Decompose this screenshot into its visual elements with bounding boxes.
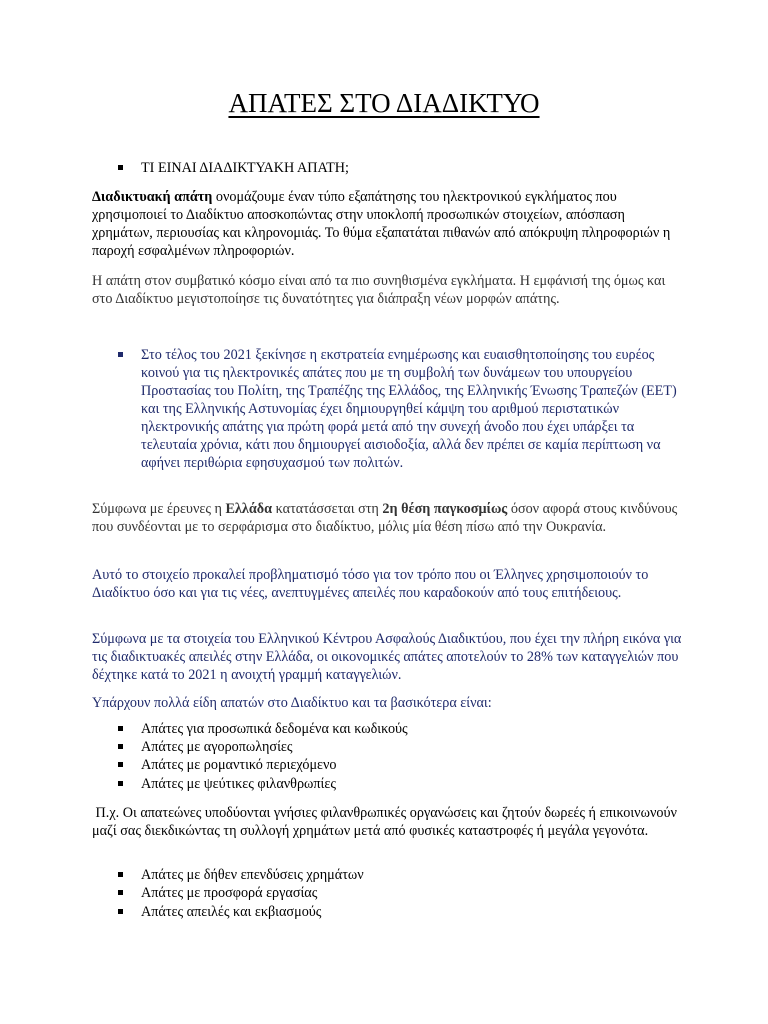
list-item (118, 756, 337, 774)
list-item (118, 738, 292, 756)
bullet-icon (118, 726, 123, 731)
text-segment: Σύμφωνα με έρευνες η (92, 501, 226, 517)
bullet-icon (118, 890, 123, 895)
bullet-icon (118, 352, 123, 357)
list-item-text: Απάτες με ρομαντικό περιεχόμενο (141, 757, 337, 773)
bullet-icon (118, 165, 123, 170)
list-item-text: Απάτες με ψεύτικες φιλανθρωπίες (141, 776, 336, 792)
bullet-icon (118, 872, 123, 877)
document-title: ΑΠΑΤΕΣ ΣΤΟ ΔΙΑΔΙΚΤΥΟ (228, 88, 540, 118)
bullet-icon (118, 781, 123, 786)
paragraph-concern: Αυτό το στοιχείο προκαλεί προβληματισμό τόσο για τον τρόπο που οι Έλληνες χρησιμοποιούν το Διαδίκτυο όσο και για τις νέες, ανεπτυγμένες απειλές που καραδοκούν από τους επιτήδειους. (92, 567, 649, 601)
text-segment: κατατάσσεται στη (272, 501, 383, 517)
list-item (118, 903, 321, 921)
list-item (118, 720, 408, 738)
heading-bullet-item (118, 159, 349, 177)
bullet-icon (118, 744, 123, 749)
text-segment: όσον αφορά στους κινδύνους που συνδέονται με το σερφάρισμα στο διαδίκτυο, μόλις μία θέση πίσω από την Ουκρανία. (92, 501, 678, 535)
list-item (118, 884, 317, 902)
list-item (118, 866, 364, 884)
list-item (118, 775, 336, 793)
list-item-text: Απάτες με αγοροπωλησίες (141, 739, 293, 755)
bullet-icon (118, 762, 123, 767)
paragraph-statistics: Σύμφωνα με τα στοιχεία του Ελληνικού Κέντρου Ασφαλούς Διαδικτύου, που έχει την πλήρη εικόνα για τις διαδικτυακές απειλές στην Ελλάδα, οι οικονομικές απάτες αποτελούν το 28% των καταγγελιών που δέχτηκε κατά το 2021 η ανοιχτή γραμμή καταγγελιών. (92, 631, 682, 683)
list-item-text: Απάτες με δήθεν επενδύσεις χρημάτων (141, 867, 364, 883)
list-item-text: Απάτες με προσφορά εργασίας (141, 885, 318, 901)
bullet-icon (118, 909, 123, 914)
list-item-text: Απάτες απειλές και εκβιασμούς (141, 904, 322, 920)
heading-bullet-text: ΤΙ ΕΙΝΑΙ ΔΙΑΔΙΚΤΥΑΚΗ ΑΠΑΤΗ; (141, 160, 349, 176)
paragraph-example: Π.χ. Οι απατεώνες υποδύονται γνήσιες φιλανθρωπικές οργανώσεις και ζητούν δωρεές ή επικοινωνούν μαζί σας διεκδικώντας τη συλλογή χρημάτων μετά από φυσικές καταστροφές ή μεγάλα γεγονότα. (92, 805, 681, 839)
campaign-bullet-item (118, 346, 693, 472)
definition-text: ονομάζουμε έναν τύπο εξαπάτησης του ηλεκτρονικού εγκλήματος που χρησιμοποιεί το Διαδίκτυο αποσκοπώντας στην υποκλοπή προσωπικών στοιχείων, απόσπαση χρημάτων, περιουσίας και κληρονομιάς. Το θύμα εξαπατάται πιθανών από απόκρυψη πληροφοριών η παροχή εσφαλμένων πληροφοριών. (92, 189, 671, 259)
paragraph-conventional-fraud: Η απάτη στον συμβατικό κόσμο είναι από τα πιο συνηθισμένα εγκλήματα. Η εμφάνισή της όμως και στο Διαδίκτυο μεγιστοποίησε τις δυνατότητες για διάπραξη νέων μορφών απάτης. (92, 273, 666, 307)
paragraph-greece-ranking (92, 500, 682, 536)
campaign-bullet-text: Στο τέλος του 2021 ξεκίνησε η εκστρατεία ενημέρωσης και ευαισθητοποίησης του ευρέος κοινού για τις ηλεκτρονικές απάτες που με τη συμβολή των δυνάμεων του υπουργείου Προστασίας του Πολίτη, της Τραπέζης της Ελλάδος, της Ελληνικής Ένωσης Τραπεζών (ΕΕΤ) και της Ελληνικής Αστυνομίας έχει δημιουργηθεί κάμψη του αριθμού περιστατικών ηλεκτρονικής απάτης για πρώτη φορά μετά από την συνεχή άνοδο που έχει υπάρξει τα τελευταία χρόνια, κάτι που δημιουργεί αισιοδοξία, αλλά δεν πρέπει σε καμία περίπτωση να αφήνει περιθώρια εφησυχασμού των πολιτών. (141, 347, 677, 471)
bold-ranking: 2η θέση παγκοσμίως (382, 501, 508, 517)
bold-term: Διαδικτυακή απάτη (92, 189, 213, 205)
paragraph-types-intro: Υπάρχουν πολλά είδη απατών στο Διαδίκτυο και τα βασικότερα είναι: (92, 695, 492, 711)
bold-country: Ελλάδα (225, 501, 273, 517)
list-item-text: Απάτες για προσωπικά δεδομένα και κωδικούς (141, 721, 408, 737)
paragraph-definition (92, 188, 682, 260)
